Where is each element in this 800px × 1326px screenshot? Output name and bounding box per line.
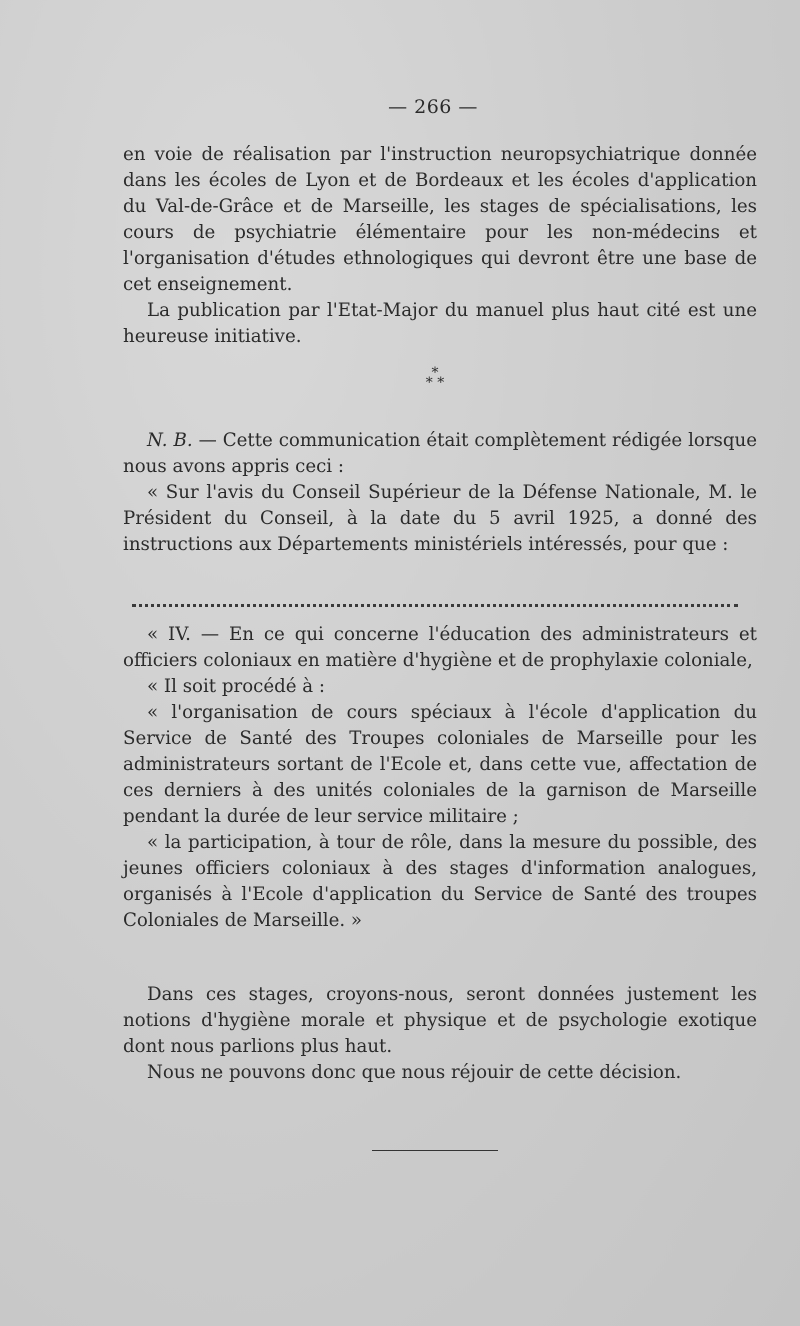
quote-2: « IV. — En ce qui concerne l'éducation des administrateurs et officiers coloniaux en matière d'hygiène et de prophylaxie coloniale, bbox=[123, 624, 757, 671]
quote-1: « Sur l'avis du Conseil Supérieur de la Défense Nationale, M. le Président du Conseil, à la date du 5 avril 1925, a donné des instructions aux Départements ministériels intéressés, pour que : bbox=[123, 482, 757, 555]
end-rule bbox=[372, 1150, 498, 1151]
text-block-top bbox=[123, 142, 757, 350]
text-block-bottom bbox=[123, 982, 757, 1086]
nb-label: N. B. bbox=[147, 430, 193, 451]
quote-5: « la participation, à tour de rôle, dans la mesure du possible, des jeunes officiers coloniaux à des stages d'information analogues, organisés à l'Ecole d'application du Service de Santé des troupes Coloniales de Marseille. » bbox=[123, 832, 757, 931]
text-block-quotes bbox=[123, 622, 757, 934]
paragraph-4: Nous ne pouvons donc que nous réjouir de cette décision. bbox=[147, 1062, 682, 1083]
paragraph-2: La publication par l'Etat-Major du manuel plus haut cité est une heureuse initiative. bbox=[123, 300, 757, 347]
nb-text: — Cette communication était complètement rédigée lorsque nous avons appris ceci : bbox=[123, 430, 757, 477]
quote-4: « l'organisation de cours spéciaux à l'école d'application du Service de Santé des Troupes coloniales de Marseille pour les administrateurs sortant de l'Ecole et, dans cette vue, affectation de ces derniers à des unités coloniales de la garnison de Marseille pendant la durée de leur service militaire ; bbox=[123, 702, 757, 827]
asterism: * * * bbox=[425, 365, 445, 391]
paragraph-1: en voie de réalisation par l'instruction neuropsychiatrique donnée dans les écoles de Lyon et de Bordeaux et les écoles d'application du Val-de-Grâce et de Marseille, les stages de spécialisations, les cours de psychiatrie élémentaire pour les non-médecins et l'organisation d'études ethnologiques qui devront être une base de cet enseignement. bbox=[123, 144, 757, 295]
ellipsis-rule bbox=[132, 604, 738, 607]
text-block-nb bbox=[123, 428, 757, 558]
paragraph-3: Dans ces stages, croyons-nous, seront données justement les notions d'hygiène morale et physique et de psychologie exotique dont nous parlions plus haut. bbox=[123, 984, 757, 1057]
quote-3: « Il soit procédé à : bbox=[147, 676, 326, 697]
nb-paragraph bbox=[123, 428, 757, 480]
page-number: — 266 — bbox=[388, 96, 478, 118]
